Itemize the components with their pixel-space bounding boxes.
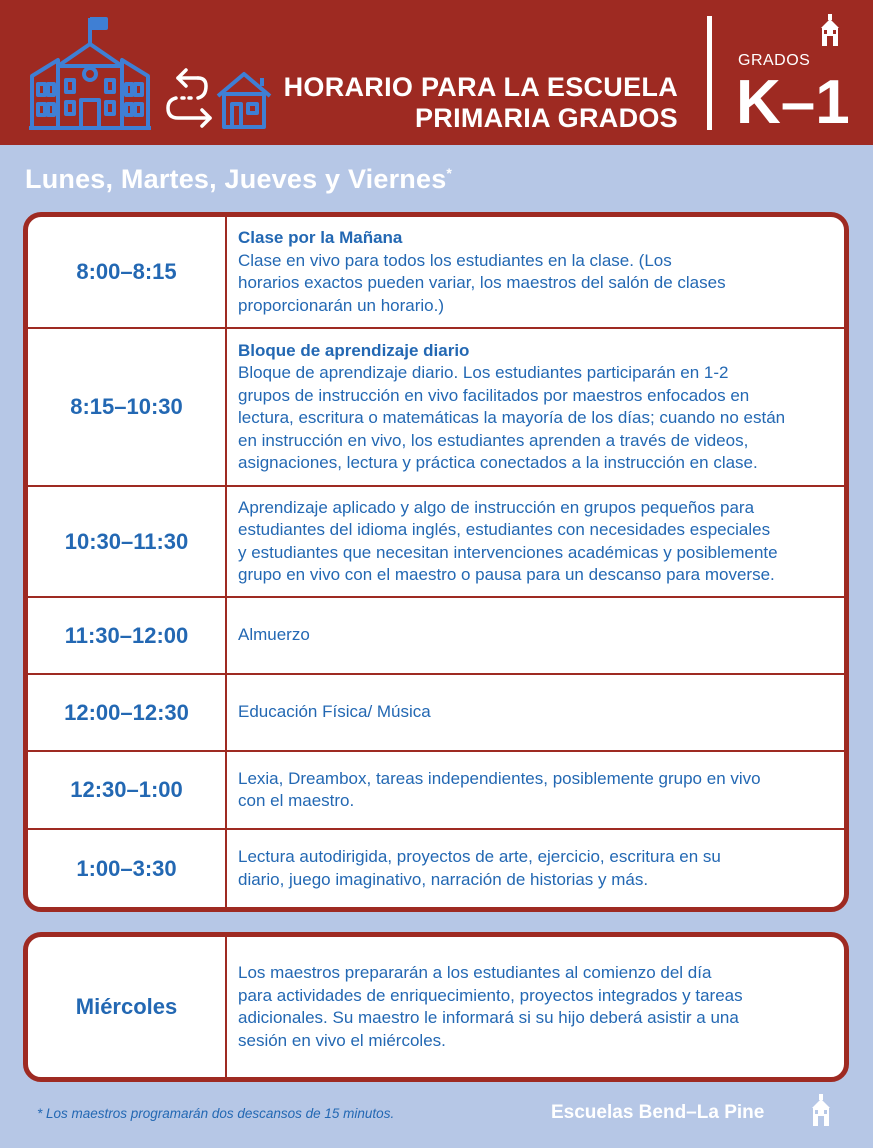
activity-line: adicionales. Su maestro le informará si su hijo deberá asistir a una	[238, 1008, 739, 1027]
table-row	[28, 596, 844, 673]
activity-line: Lexia, Dreambox, tareas independientes, posiblemente grupo en vivo	[238, 768, 761, 788]
activity-line: y estudiantes que necesitan intervenciones académicas y posiblemente	[238, 542, 778, 562]
time-slot: 10:30–11:30	[28, 487, 227, 596]
activity-line: con el maestro.	[238, 791, 355, 810]
table-row	[28, 673, 844, 750]
wednesday-label: Miércoles	[28, 937, 227, 1077]
title-line-2: PRIMARIA GRADOS	[414, 103, 678, 133]
time-slot: 12:00–12:30	[28, 675, 227, 750]
district-logo-icon	[809, 1094, 833, 1128]
grades-label: GRADOS	[738, 52, 811, 69]
activity-line: Lectura autodirigida, proyectos de arte, ejercicio, escritura en su	[238, 847, 721, 866]
activity-line: Educación Física/ Música	[238, 702, 431, 722]
wednesday-table	[23, 932, 849, 1082]
school-logo-icon	[818, 14, 842, 48]
table-row	[28, 750, 844, 828]
activity-description	[238, 752, 836, 828]
activity-description	[238, 217, 836, 327]
activity-line: Almuerzo	[238, 625, 310, 645]
activity-line: grupo en vivo con el maestro o pausa para un descanso para moverse.	[238, 565, 775, 584]
activity-title: Bloque de aprendizaje diario	[238, 340, 470, 360]
days-heading	[25, 164, 452, 195]
time-slot: 11:30–12:00	[28, 598, 227, 673]
page-title	[284, 72, 678, 134]
activity-line: estudiantes del idioma inglés, estudiantes con necesidades especiales	[238, 520, 771, 539]
time-slot: 8:15–10:30	[28, 329, 227, 485]
time-slot: 12:30–1:00	[28, 752, 227, 828]
footnote-marker: *	[446, 165, 453, 181]
footnote: * Los maestros programarán dos descansos de 15 minutos.	[37, 1106, 395, 1121]
header-banner	[0, 0, 873, 145]
activity-line: en instrucción en vivo, los estudiantes aprenden a través de videos,	[238, 430, 749, 450]
activity-description	[238, 487, 836, 596]
activity-line: asignaciones, lectura y práctica conectados a la instrucción en clase.	[238, 453, 758, 472]
house-icon	[218, 74, 270, 127]
activity-line: grupos de instrucción en vivo facilitados por maestros enfocados en	[238, 385, 750, 405]
activity-line: Aprendizaje aplicado y algo de instrucción en grupos pequeños para	[238, 497, 755, 517]
table-row	[28, 217, 844, 327]
district-name: Escuelas Bend–La Pine	[551, 1102, 765, 1123]
title-line-1: HORARIO PARA LA ESCUELA	[283, 72, 678, 102]
activity-description	[238, 675, 836, 750]
activity-line: para actividades de enriquecimiento, proyectos integrados y tareas	[238, 985, 743, 1005]
activity-line: Clase en vivo para todos los estudiantes en la clase. (Los	[238, 250, 672, 270]
school-building-icon	[29, 18, 151, 128]
table-row	[28, 485, 844, 596]
school-commute-illustration	[28, 16, 278, 134]
activity-line: sesión en vivo el miércoles.	[238, 1030, 446, 1050]
activity-line: diario, juego imaginativo, narración de historias y más.	[238, 869, 649, 889]
activity-line: horarios exactos pueden variar, los maestros del salón de clases	[238, 273, 726, 292]
wednesday-description	[238, 937, 836, 1077]
activity-title: Clase por la Mañana	[238, 228, 403, 247]
days-heading-text: Lunes, Martes, Jueves y Viernes	[25, 164, 447, 194]
activity-description	[238, 598, 836, 673]
header-divider	[707, 16, 712, 130]
activity-line: proporcionarán un horario.)	[238, 295, 445, 315]
activity-line: Bloque de aprendizaje diario. Los estudiantes participarán en 1-2	[238, 363, 729, 382]
two-way-arrow-icon	[168, 70, 210, 126]
table-row	[28, 828, 844, 907]
activity-description	[238, 329, 836, 485]
grade-range: K–1	[736, 68, 850, 137]
time-slot: 8:00–8:15	[28, 217, 227, 327]
activity-description	[238, 830, 836, 907]
schedule-table	[23, 212, 849, 912]
activity-line: lectura, escritura o matemáticas la mayoría de los días; cuando no están	[238, 408, 786, 427]
table-row	[28, 327, 844, 485]
table-row	[28, 937, 844, 1077]
activity-line: Los maestros prepararán a los estudiantes al comienzo del día	[238, 963, 712, 982]
time-slot: 1:00–3:30	[28, 830, 227, 907]
